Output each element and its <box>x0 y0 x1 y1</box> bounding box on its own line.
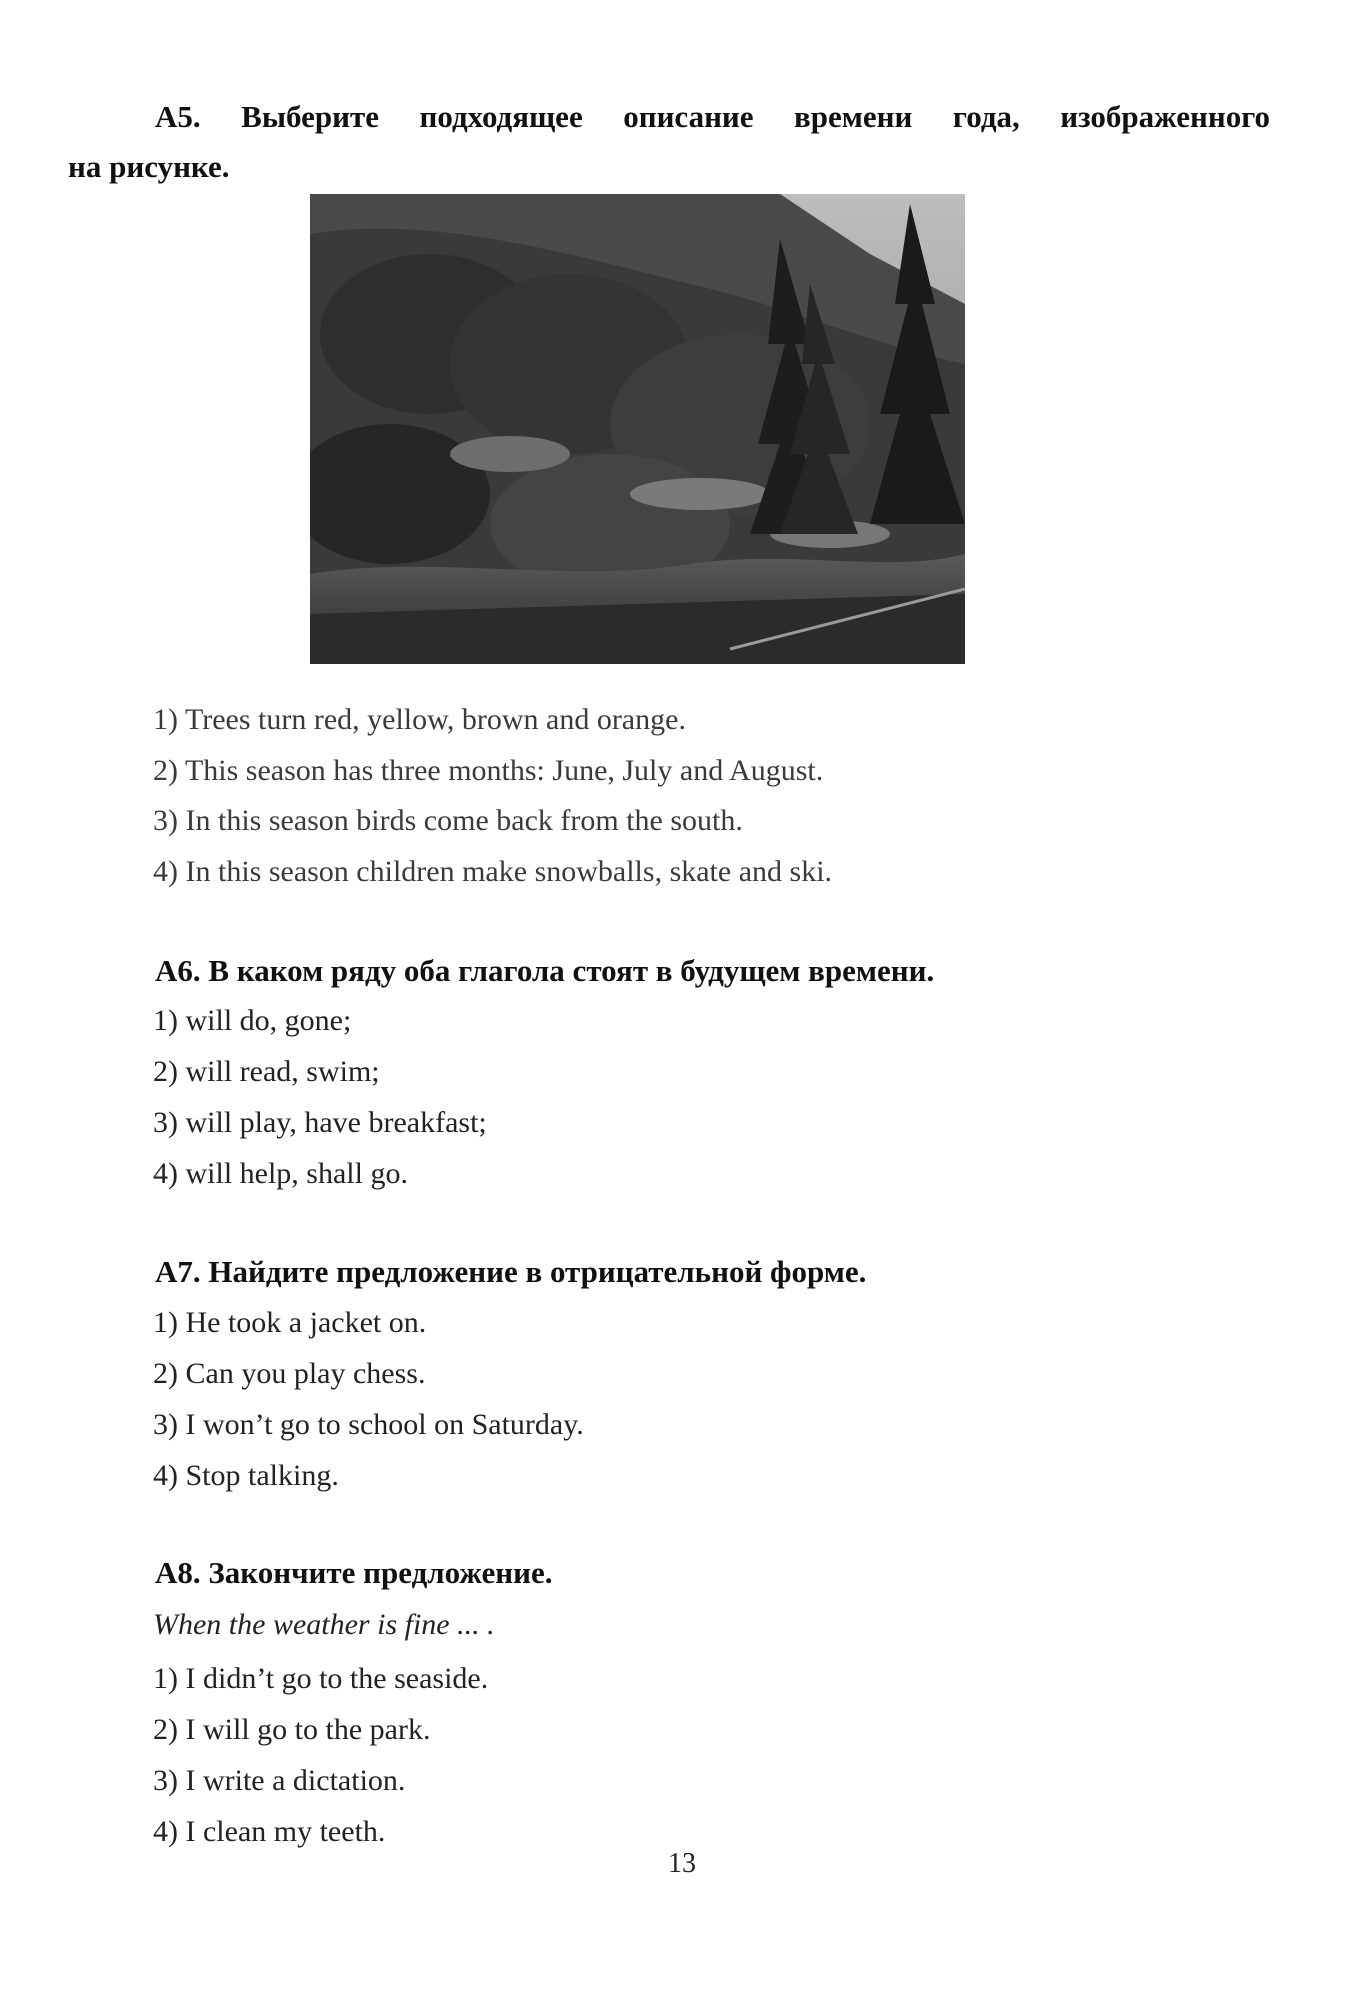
question-a5-title-line2: на рисунке. <box>68 149 230 184</box>
a7-option-3: 3) I won’t go to school on Saturday. <box>153 1408 584 1441</box>
a6-option-3: 3) will play, have breakfast; <box>153 1106 487 1139</box>
a6-option-2: 2) will read, swim; <box>153 1055 380 1088</box>
a5-option-1: 1) Trees turn red, yellow, brown and orange. <box>153 703 686 736</box>
winter-forest-photo <box>310 194 965 664</box>
a5-option-3: 3) In this season birds come back from the south. <box>153 804 743 837</box>
a8-option-4: 4) I clean my teeth. <box>153 1815 386 1848</box>
a8-prompt: When the weather is fine ... . <box>153 1608 495 1641</box>
a7-option-4: 4) Stop talking. <box>153 1459 339 1492</box>
a7-option-1: 1) He took a jacket on. <box>153 1306 427 1339</box>
winter-forest-illustration <box>310 194 965 664</box>
a7-option-2: 2) Can you play chess. <box>153 1357 426 1390</box>
a6-option-1: 1) will do, gone; <box>153 1004 352 1037</box>
a5-option-2: 2) This season has three months: June, July and August. <box>153 754 824 787</box>
question-a8-title: А8. Закончите предложение. <box>155 1555 553 1590</box>
question-a5-title-line1: А5. Выберите подходящее описание времени года, изображенного <box>155 99 1270 134</box>
a8-option-1: 1) I didn’t go to the seaside. <box>153 1662 489 1695</box>
question-a7-title: А7. Найдите предложение в отрицательной форме. <box>155 1254 867 1289</box>
question-a6-title: А6. В каком ряду оба глагола стоят в будущем времени. <box>155 953 935 988</box>
a6-option-4: 4) will help, shall go. <box>153 1157 408 1190</box>
a8-option-3: 3) I write a dictation. <box>153 1764 406 1797</box>
page-number: 13 <box>668 1848 696 1879</box>
a5-option-4: 4) In this season children make snowballs, skate and ski. <box>153 855 833 888</box>
a8-option-2: 2) I will go to the park. <box>153 1713 431 1746</box>
